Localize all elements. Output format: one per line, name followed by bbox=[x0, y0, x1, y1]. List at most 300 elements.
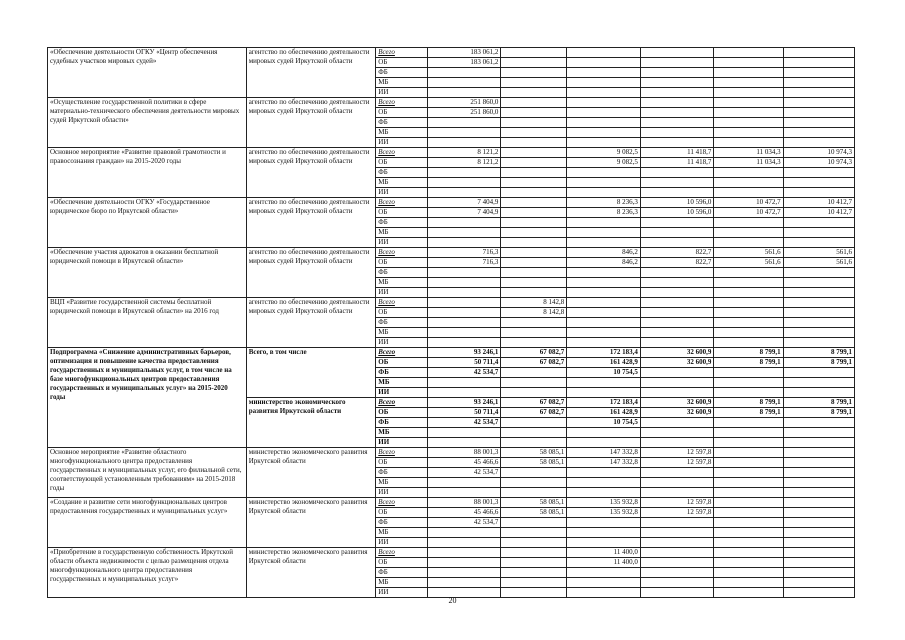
amount-cell bbox=[783, 498, 854, 508]
amount-cell bbox=[783, 388, 854, 398]
amount-cell bbox=[567, 468, 641, 478]
amount-cell bbox=[783, 528, 854, 538]
amount-cell bbox=[714, 138, 783, 148]
amount-cell bbox=[427, 278, 501, 288]
amount-cell bbox=[640, 168, 714, 178]
amount-cell bbox=[640, 428, 714, 438]
amount-cell: 10 596,0 bbox=[640, 208, 714, 218]
funding-source: ИИ bbox=[376, 238, 428, 248]
amount-cell bbox=[640, 238, 714, 248]
responsible-organization: Всего, в том числе bbox=[246, 348, 376, 398]
funding-source: ИИ bbox=[376, 438, 428, 448]
funding-source: МБ bbox=[376, 378, 428, 388]
amount-cell: 561,6 bbox=[783, 258, 854, 268]
amount-cell bbox=[501, 558, 567, 568]
amount-cell bbox=[501, 78, 567, 88]
amount-cell: 183 061,2 bbox=[427, 58, 501, 68]
budget-table bbox=[47, 47, 855, 598]
amount-cell bbox=[783, 428, 854, 438]
responsible-organization: министерство экономического развития Иркутской области bbox=[246, 548, 376, 598]
amount-cell bbox=[640, 338, 714, 348]
amount-cell bbox=[640, 178, 714, 188]
amount-cell bbox=[640, 88, 714, 98]
amount-cell bbox=[714, 548, 783, 558]
amount-cell bbox=[567, 228, 641, 238]
amount-cell: 10 754,5 bbox=[567, 368, 641, 378]
amount-cell bbox=[501, 178, 567, 188]
amount-cell bbox=[640, 228, 714, 238]
amount-cell: 12 597,8 bbox=[640, 498, 714, 508]
amount-cell bbox=[714, 58, 783, 68]
funding-source: ОБ bbox=[376, 158, 428, 168]
amount-cell: 716,3 bbox=[427, 258, 501, 268]
amount-cell: 135 932,8 bbox=[567, 508, 641, 518]
funding-source: МБ bbox=[376, 128, 428, 138]
responsible-organization: агентство по обеспечению деятельности мировых судей Иркутской области bbox=[246, 198, 376, 248]
amount-cell bbox=[714, 188, 783, 198]
amount-cell bbox=[501, 148, 567, 158]
funding-source: ОБ bbox=[376, 108, 428, 118]
amount-cell: 8 799,1 bbox=[783, 358, 854, 368]
amount-cell bbox=[783, 368, 854, 378]
amount-cell bbox=[567, 238, 641, 248]
amount-cell bbox=[501, 388, 567, 398]
amount-cell bbox=[640, 578, 714, 588]
amount-cell bbox=[783, 328, 854, 338]
amount-cell bbox=[567, 528, 641, 538]
amount-cell: 8 799,1 bbox=[783, 348, 854, 358]
amount-cell bbox=[501, 158, 567, 168]
amount-cell bbox=[427, 328, 501, 338]
amount-cell: 716,3 bbox=[427, 248, 501, 258]
amount-cell bbox=[567, 128, 641, 138]
amount-cell: 67 082,7 bbox=[501, 358, 567, 368]
funding-source: МБ bbox=[376, 578, 428, 588]
amount-cell bbox=[783, 128, 854, 138]
amount-cell bbox=[640, 138, 714, 148]
amount-cell bbox=[714, 368, 783, 378]
amount-cell bbox=[501, 338, 567, 348]
amount-cell bbox=[427, 578, 501, 588]
funding-source: МБ bbox=[376, 228, 428, 238]
amount-cell bbox=[501, 378, 567, 388]
amount-cell bbox=[783, 478, 854, 488]
amount-cell bbox=[714, 418, 783, 428]
amount-cell: 10 472,7 bbox=[714, 198, 783, 208]
amount-cell bbox=[501, 518, 567, 528]
amount-cell bbox=[567, 168, 641, 178]
funding-source: ОБ bbox=[376, 408, 428, 418]
amount-cell: 11 418,7 bbox=[640, 148, 714, 158]
amount-cell: 10 412,7 bbox=[783, 198, 854, 208]
amount-cell bbox=[640, 558, 714, 568]
amount-cell bbox=[640, 368, 714, 378]
amount-cell bbox=[501, 368, 567, 378]
amount-cell: 561,6 bbox=[714, 248, 783, 258]
amount-cell bbox=[567, 538, 641, 548]
responsible-organization: агентство по обеспечению деятельности мировых судей Иркутской области bbox=[246, 148, 376, 198]
amount-cell: 32 600,9 bbox=[640, 358, 714, 368]
amount-cell bbox=[783, 58, 854, 68]
amount-cell bbox=[714, 488, 783, 498]
amount-cell bbox=[783, 448, 854, 458]
amount-cell bbox=[640, 268, 714, 278]
amount-cell bbox=[427, 218, 501, 228]
amount-cell bbox=[783, 318, 854, 328]
funding-source: Всего bbox=[376, 98, 428, 108]
amount-cell: 147 332,8 bbox=[567, 458, 641, 468]
amount-cell bbox=[501, 438, 567, 448]
amount-cell bbox=[714, 568, 783, 578]
funding-source: ИИ bbox=[376, 338, 428, 348]
amount-cell bbox=[714, 108, 783, 118]
amount-cell bbox=[640, 518, 714, 528]
amount-cell bbox=[501, 268, 567, 278]
responsible-organization: агентство по обеспечению деятельности мировых судей Иркутской области bbox=[246, 48, 376, 98]
activity-name: «Обеспечение деятельности ОГКУ «Государственное юридическое бюро по Иркутской области» bbox=[48, 198, 247, 248]
amount-cell bbox=[714, 228, 783, 238]
amount-cell: 8 799,1 bbox=[783, 398, 854, 408]
amount-cell bbox=[714, 98, 783, 108]
funding-source: ИИ bbox=[376, 188, 428, 198]
activity-name: «Осуществление государственной политики в сфере материально-технического обеспечения деятельности мировых судей Иркутской области» bbox=[48, 98, 247, 148]
amount-cell bbox=[567, 68, 641, 78]
amount-cell: 8 121,2 bbox=[427, 158, 501, 168]
amount-cell: 11 418,7 bbox=[640, 158, 714, 168]
amount-cell bbox=[783, 298, 854, 308]
amount-cell: 12 597,8 bbox=[640, 448, 714, 458]
funding-source: ФБ bbox=[376, 318, 428, 328]
amount-cell bbox=[501, 288, 567, 298]
amount-cell bbox=[714, 298, 783, 308]
table-row bbox=[48, 198, 855, 208]
amount-cell: 12 597,8 bbox=[640, 508, 714, 518]
funding-source: ИИ bbox=[376, 538, 428, 548]
amount-cell: 10 754,5 bbox=[567, 418, 641, 428]
funding-source: Всего bbox=[376, 198, 428, 208]
amount-cell: 32 600,9 bbox=[640, 348, 714, 358]
funding-source: ИИ bbox=[376, 488, 428, 498]
amount-cell bbox=[427, 388, 501, 398]
amount-cell bbox=[427, 568, 501, 578]
amount-cell bbox=[640, 388, 714, 398]
amount-cell: 11 034,3 bbox=[714, 158, 783, 168]
amount-cell: 93 246,1 bbox=[427, 348, 501, 358]
amount-cell: 32 600,9 bbox=[640, 408, 714, 418]
amount-cell bbox=[714, 518, 783, 528]
amount-cell bbox=[501, 228, 567, 238]
amount-cell: 183 061,2 bbox=[427, 48, 501, 58]
amount-cell bbox=[501, 538, 567, 548]
amount-cell bbox=[427, 118, 501, 128]
amount-cell: 10 974,3 bbox=[783, 148, 854, 158]
amount-cell bbox=[567, 218, 641, 228]
funding-source: МБ bbox=[376, 328, 428, 338]
amount-cell bbox=[640, 58, 714, 68]
funding-source: ФБ bbox=[376, 518, 428, 528]
amount-cell bbox=[640, 418, 714, 428]
amount-cell bbox=[567, 338, 641, 348]
amount-cell: 846,2 bbox=[567, 258, 641, 268]
amount-cell bbox=[427, 78, 501, 88]
amount-cell bbox=[783, 508, 854, 518]
amount-cell bbox=[427, 488, 501, 498]
funding-source: МБ bbox=[376, 278, 428, 288]
amount-cell bbox=[567, 328, 641, 338]
amount-cell: 58 085,1 bbox=[501, 508, 567, 518]
amount-cell bbox=[714, 318, 783, 328]
amount-cell: 8 799,1 bbox=[783, 408, 854, 418]
amount-cell bbox=[640, 218, 714, 228]
amount-cell bbox=[501, 478, 567, 488]
amount-cell: 93 246,1 bbox=[427, 398, 501, 408]
amount-cell: 50 711,4 bbox=[427, 358, 501, 368]
amount-cell bbox=[640, 568, 714, 578]
amount-cell: 42 534,7 bbox=[427, 368, 501, 378]
amount-cell bbox=[640, 108, 714, 118]
amount-cell: 147 332,8 bbox=[567, 448, 641, 458]
amount-cell bbox=[567, 268, 641, 278]
amount-cell bbox=[427, 168, 501, 178]
amount-cell bbox=[640, 328, 714, 338]
amount-cell bbox=[783, 218, 854, 228]
amount-cell bbox=[567, 118, 641, 128]
amount-cell bbox=[501, 278, 567, 288]
responsible-organization: министерство экономического развития Иркутской области bbox=[246, 498, 376, 548]
amount-cell bbox=[640, 548, 714, 558]
table-row bbox=[48, 148, 855, 158]
responsible-organization: министерство экономического развития Иркутской области bbox=[246, 448, 376, 498]
amount-cell bbox=[567, 518, 641, 528]
amount-cell bbox=[427, 228, 501, 238]
funding-source: МБ bbox=[376, 478, 428, 488]
amount-cell bbox=[640, 278, 714, 288]
amount-cell bbox=[783, 278, 854, 288]
amount-cell bbox=[640, 438, 714, 448]
amount-cell: 822,7 bbox=[640, 258, 714, 268]
amount-cell bbox=[714, 168, 783, 178]
amount-cell bbox=[783, 98, 854, 108]
amount-cell: 846,2 bbox=[567, 248, 641, 258]
page-number: 20 bbox=[448, 596, 457, 605]
amount-cell bbox=[427, 178, 501, 188]
amount-cell bbox=[783, 168, 854, 178]
amount-cell bbox=[783, 458, 854, 468]
amount-cell bbox=[501, 548, 567, 558]
amount-cell bbox=[501, 128, 567, 138]
funding-source: ИИ bbox=[376, 388, 428, 398]
amount-cell: 10 596,0 bbox=[640, 198, 714, 208]
amount-cell: 58 085,1 bbox=[501, 498, 567, 508]
amount-cell: 67 082,7 bbox=[501, 348, 567, 358]
amount-cell: 11 400,0 bbox=[567, 558, 641, 568]
funding-source: ФБ bbox=[376, 118, 428, 128]
amount-cell bbox=[640, 68, 714, 78]
amount-cell bbox=[783, 78, 854, 88]
amount-cell bbox=[783, 468, 854, 478]
table-row bbox=[48, 298, 855, 308]
amount-cell bbox=[714, 428, 783, 438]
amount-cell bbox=[714, 48, 783, 58]
funding-source: ФБ bbox=[376, 68, 428, 78]
amount-cell bbox=[501, 218, 567, 228]
amount-cell: 8 799,1 bbox=[714, 348, 783, 358]
amount-cell bbox=[783, 488, 854, 498]
amount-cell bbox=[501, 48, 567, 58]
amount-cell: 172 183,4 bbox=[567, 398, 641, 408]
amount-cell bbox=[714, 498, 783, 508]
amount-cell: 10 974,3 bbox=[783, 158, 854, 168]
amount-cell: 135 932,8 bbox=[567, 498, 641, 508]
amount-cell bbox=[567, 388, 641, 398]
amount-cell: 8 236,3 bbox=[567, 208, 641, 218]
amount-cell: 822,7 bbox=[640, 248, 714, 258]
responsible-organization: агентство по обеспечению деятельности мировых судей Иркутской области bbox=[246, 248, 376, 298]
amount-cell bbox=[427, 88, 501, 98]
amount-cell bbox=[783, 138, 854, 148]
funding-source: ИИ bbox=[376, 88, 428, 98]
responsible-organization: министерство экономического развития Иркутской области bbox=[246, 398, 376, 448]
amount-cell bbox=[427, 548, 501, 558]
amount-cell: 8 799,1 bbox=[714, 408, 783, 418]
amount-cell bbox=[427, 538, 501, 548]
funding-source: Всего bbox=[376, 48, 428, 58]
amount-cell: 8 142,8 bbox=[501, 298, 567, 308]
amount-cell bbox=[640, 528, 714, 538]
activity-name: Основное мероприятие «Развитие областного многофункционального центра предоставления государственных и муниципальных услуг, его филиальной сети, соответствующей установленным требованиям» на 2015-2018 годы bbox=[48, 448, 247, 498]
funding-source: ОБ bbox=[376, 508, 428, 518]
activity-name: «Обеспечение участия адвокатов в оказании бесплатной юридической помощи в Иркутской области» bbox=[48, 248, 247, 298]
amount-cell bbox=[783, 118, 854, 128]
funding-source: Всего bbox=[376, 548, 428, 558]
amount-cell: 88 001,3 bbox=[427, 448, 501, 458]
funding-source: МБ bbox=[376, 528, 428, 538]
amount-cell bbox=[714, 438, 783, 448]
amount-cell bbox=[567, 488, 641, 498]
activity-name: «Приобретение в государственную собственность Иркутской области объекта недвижимости с целью размещения отдела многофункционального центра предоставления государственных и муниципальных услуг» bbox=[48, 548, 247, 598]
budget-table-body bbox=[48, 48, 855, 598]
amount-cell bbox=[714, 178, 783, 188]
table-row bbox=[48, 98, 855, 108]
amount-cell bbox=[567, 428, 641, 438]
amount-cell bbox=[640, 478, 714, 488]
table-row bbox=[48, 248, 855, 258]
funding-source: ИИ bbox=[376, 588, 428, 598]
amount-cell bbox=[714, 278, 783, 288]
responsible-organization: агентство по обеспечению деятельности мировых судей Иркутской области bbox=[246, 298, 376, 348]
amount-cell: 8 236,3 bbox=[567, 198, 641, 208]
amount-cell: 8 121,2 bbox=[427, 148, 501, 158]
amount-cell bbox=[501, 258, 567, 268]
amount-cell bbox=[783, 228, 854, 238]
amount-cell bbox=[567, 288, 641, 298]
amount-cell bbox=[714, 238, 783, 248]
amount-cell bbox=[501, 578, 567, 588]
funding-source: Всего bbox=[376, 298, 428, 308]
amount-cell: 8 799,1 bbox=[714, 398, 783, 408]
amount-cell bbox=[714, 288, 783, 298]
amount-cell bbox=[783, 48, 854, 58]
amount-cell bbox=[567, 318, 641, 328]
amount-cell bbox=[640, 78, 714, 88]
funding-source: Всего bbox=[376, 498, 428, 508]
amount-cell bbox=[714, 388, 783, 398]
amount-cell: 8 142,8 bbox=[501, 308, 567, 318]
amount-cell: 12 597,8 bbox=[640, 458, 714, 468]
amount-cell bbox=[501, 528, 567, 538]
amount-cell bbox=[567, 48, 641, 58]
amount-cell bbox=[501, 108, 567, 118]
amount-cell bbox=[640, 48, 714, 58]
amount-cell: 50 711,4 bbox=[427, 408, 501, 418]
funding-source: Всего bbox=[376, 148, 428, 158]
amount-cell bbox=[714, 118, 783, 128]
funding-source: ИИ bbox=[376, 288, 428, 298]
amount-cell: 10 472,7 bbox=[714, 208, 783, 218]
amount-cell bbox=[783, 518, 854, 528]
amount-cell: 42 534,7 bbox=[427, 518, 501, 528]
table-row bbox=[48, 48, 855, 58]
amount-cell bbox=[567, 78, 641, 88]
amount-cell bbox=[567, 178, 641, 188]
funding-source: ФБ bbox=[376, 468, 428, 478]
amount-cell bbox=[640, 488, 714, 498]
amount-cell bbox=[501, 568, 567, 578]
amount-cell bbox=[714, 458, 783, 468]
amount-cell bbox=[714, 308, 783, 318]
budget-table-page bbox=[47, 47, 855, 598]
amount-cell bbox=[783, 268, 854, 278]
amount-cell bbox=[714, 478, 783, 488]
amount-cell bbox=[714, 268, 783, 278]
amount-cell bbox=[783, 88, 854, 98]
amount-cell bbox=[640, 288, 714, 298]
funding-source: ОБ bbox=[376, 358, 428, 368]
amount-cell: 67 082,7 bbox=[501, 408, 567, 418]
funding-source: ОБ bbox=[376, 58, 428, 68]
amount-cell bbox=[427, 128, 501, 138]
amount-cell: 67 082,7 bbox=[501, 398, 567, 408]
amount-cell: 561,6 bbox=[714, 258, 783, 268]
amount-cell bbox=[640, 128, 714, 138]
amount-cell: 8 799,1 bbox=[714, 358, 783, 368]
amount-cell bbox=[783, 188, 854, 198]
funding-source: ОБ bbox=[376, 258, 428, 268]
amount-cell: 172 183,4 bbox=[567, 348, 641, 358]
funding-source: МБ bbox=[376, 178, 428, 188]
amount-cell bbox=[783, 288, 854, 298]
funding-source: ФБ bbox=[376, 418, 428, 428]
amount-cell bbox=[567, 298, 641, 308]
amount-cell bbox=[783, 538, 854, 548]
amount-cell: 42 534,7 bbox=[427, 418, 501, 428]
amount-cell bbox=[783, 378, 854, 388]
amount-cell bbox=[567, 278, 641, 288]
amount-cell: 45 466,6 bbox=[427, 508, 501, 518]
table-row bbox=[48, 548, 855, 558]
responsible-organization: агентство по обеспечению деятельности мировых судей Иркутской области bbox=[246, 98, 376, 148]
amount-cell bbox=[501, 238, 567, 248]
amount-cell bbox=[640, 298, 714, 308]
amount-cell: 42 534,7 bbox=[427, 468, 501, 478]
funding-source: ФБ bbox=[376, 268, 428, 278]
amount-cell: 45 466,6 bbox=[427, 458, 501, 468]
amount-cell bbox=[427, 138, 501, 148]
amount-cell: 9 082,5 bbox=[567, 148, 641, 158]
amount-cell bbox=[427, 478, 501, 488]
amount-cell bbox=[501, 488, 567, 498]
amount-cell: 11 400,0 bbox=[567, 548, 641, 558]
